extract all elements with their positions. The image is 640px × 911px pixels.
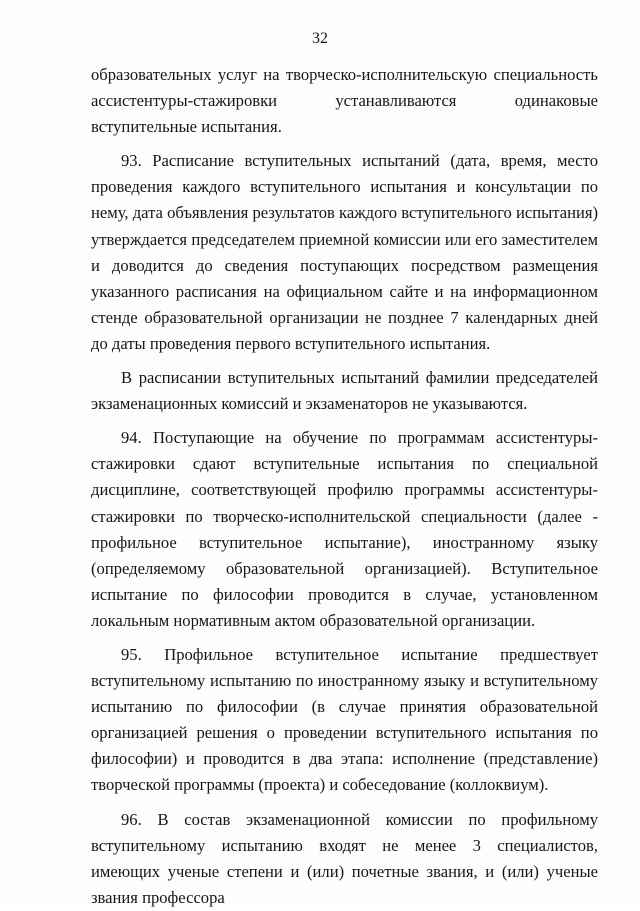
paragraph-item-96: 96. В состав экзаменационной комиссии по профильному вступительному испытанию входят не менее 3 специалистов, имеющих ученые степени и (или) почетные звания, и (или) ученые звания профессора [91,809,598,907]
paragraph-continuation: образовательных услуг на творческо-исполнительскую специальность ассистентуры-стажировки устанавливаются одинаковые вступительные испытания. [91,65,598,137]
paragraph-item-95: 95. Профильное вступительное испытание предшествует вступительному испытанию по иностранному языку и вступительному испытанию по философии (в случае принятия образовательной организацией решения о проведении вступительного испытания по философии) и проводится в два этапа: исполнение (представление) творческой программы (проекта) и собеседование (коллоквиум). [91,644,598,795]
paragraph-item-93: 93. Расписание вступительных испытаний (дата, время, место проведения каждого вступительного испытания и консультации по нему, дата объявления результатов каждого вступительного испытания) утверждается председателем приемной комиссии или его заместителем и доводится до сведения поступающих посредством размещения указанного расписания на официальном сайте и на информационном стенде образовательной организации не позднее 7 календарных дней до даты проведения первого вступительного испытания. [91,151,598,353]
paragraph-schedule-note: В расписании вступительных испытаний фамилии председателей экзаменационных комиссий и экзаменаторов не указываются. [91,368,598,414]
page-number: 32 [312,30,328,47]
document-body [91,62,598,911]
paragraph-item-94: 94. Поступающие на обучение по программам ассистентуры-стажировки сдают вступительные испытания по специальной дисциплине, соответствующей профилю программы ассистентуры-стажировки по творческо-исполнительской специальности (далее - профильное вступительное испытание), иностранному языку (определяемому образовательной организацией). Вступительное испытание по философии проводится в случае, установленном локальным нормативным актом образовательной организации. [91,428,598,630]
